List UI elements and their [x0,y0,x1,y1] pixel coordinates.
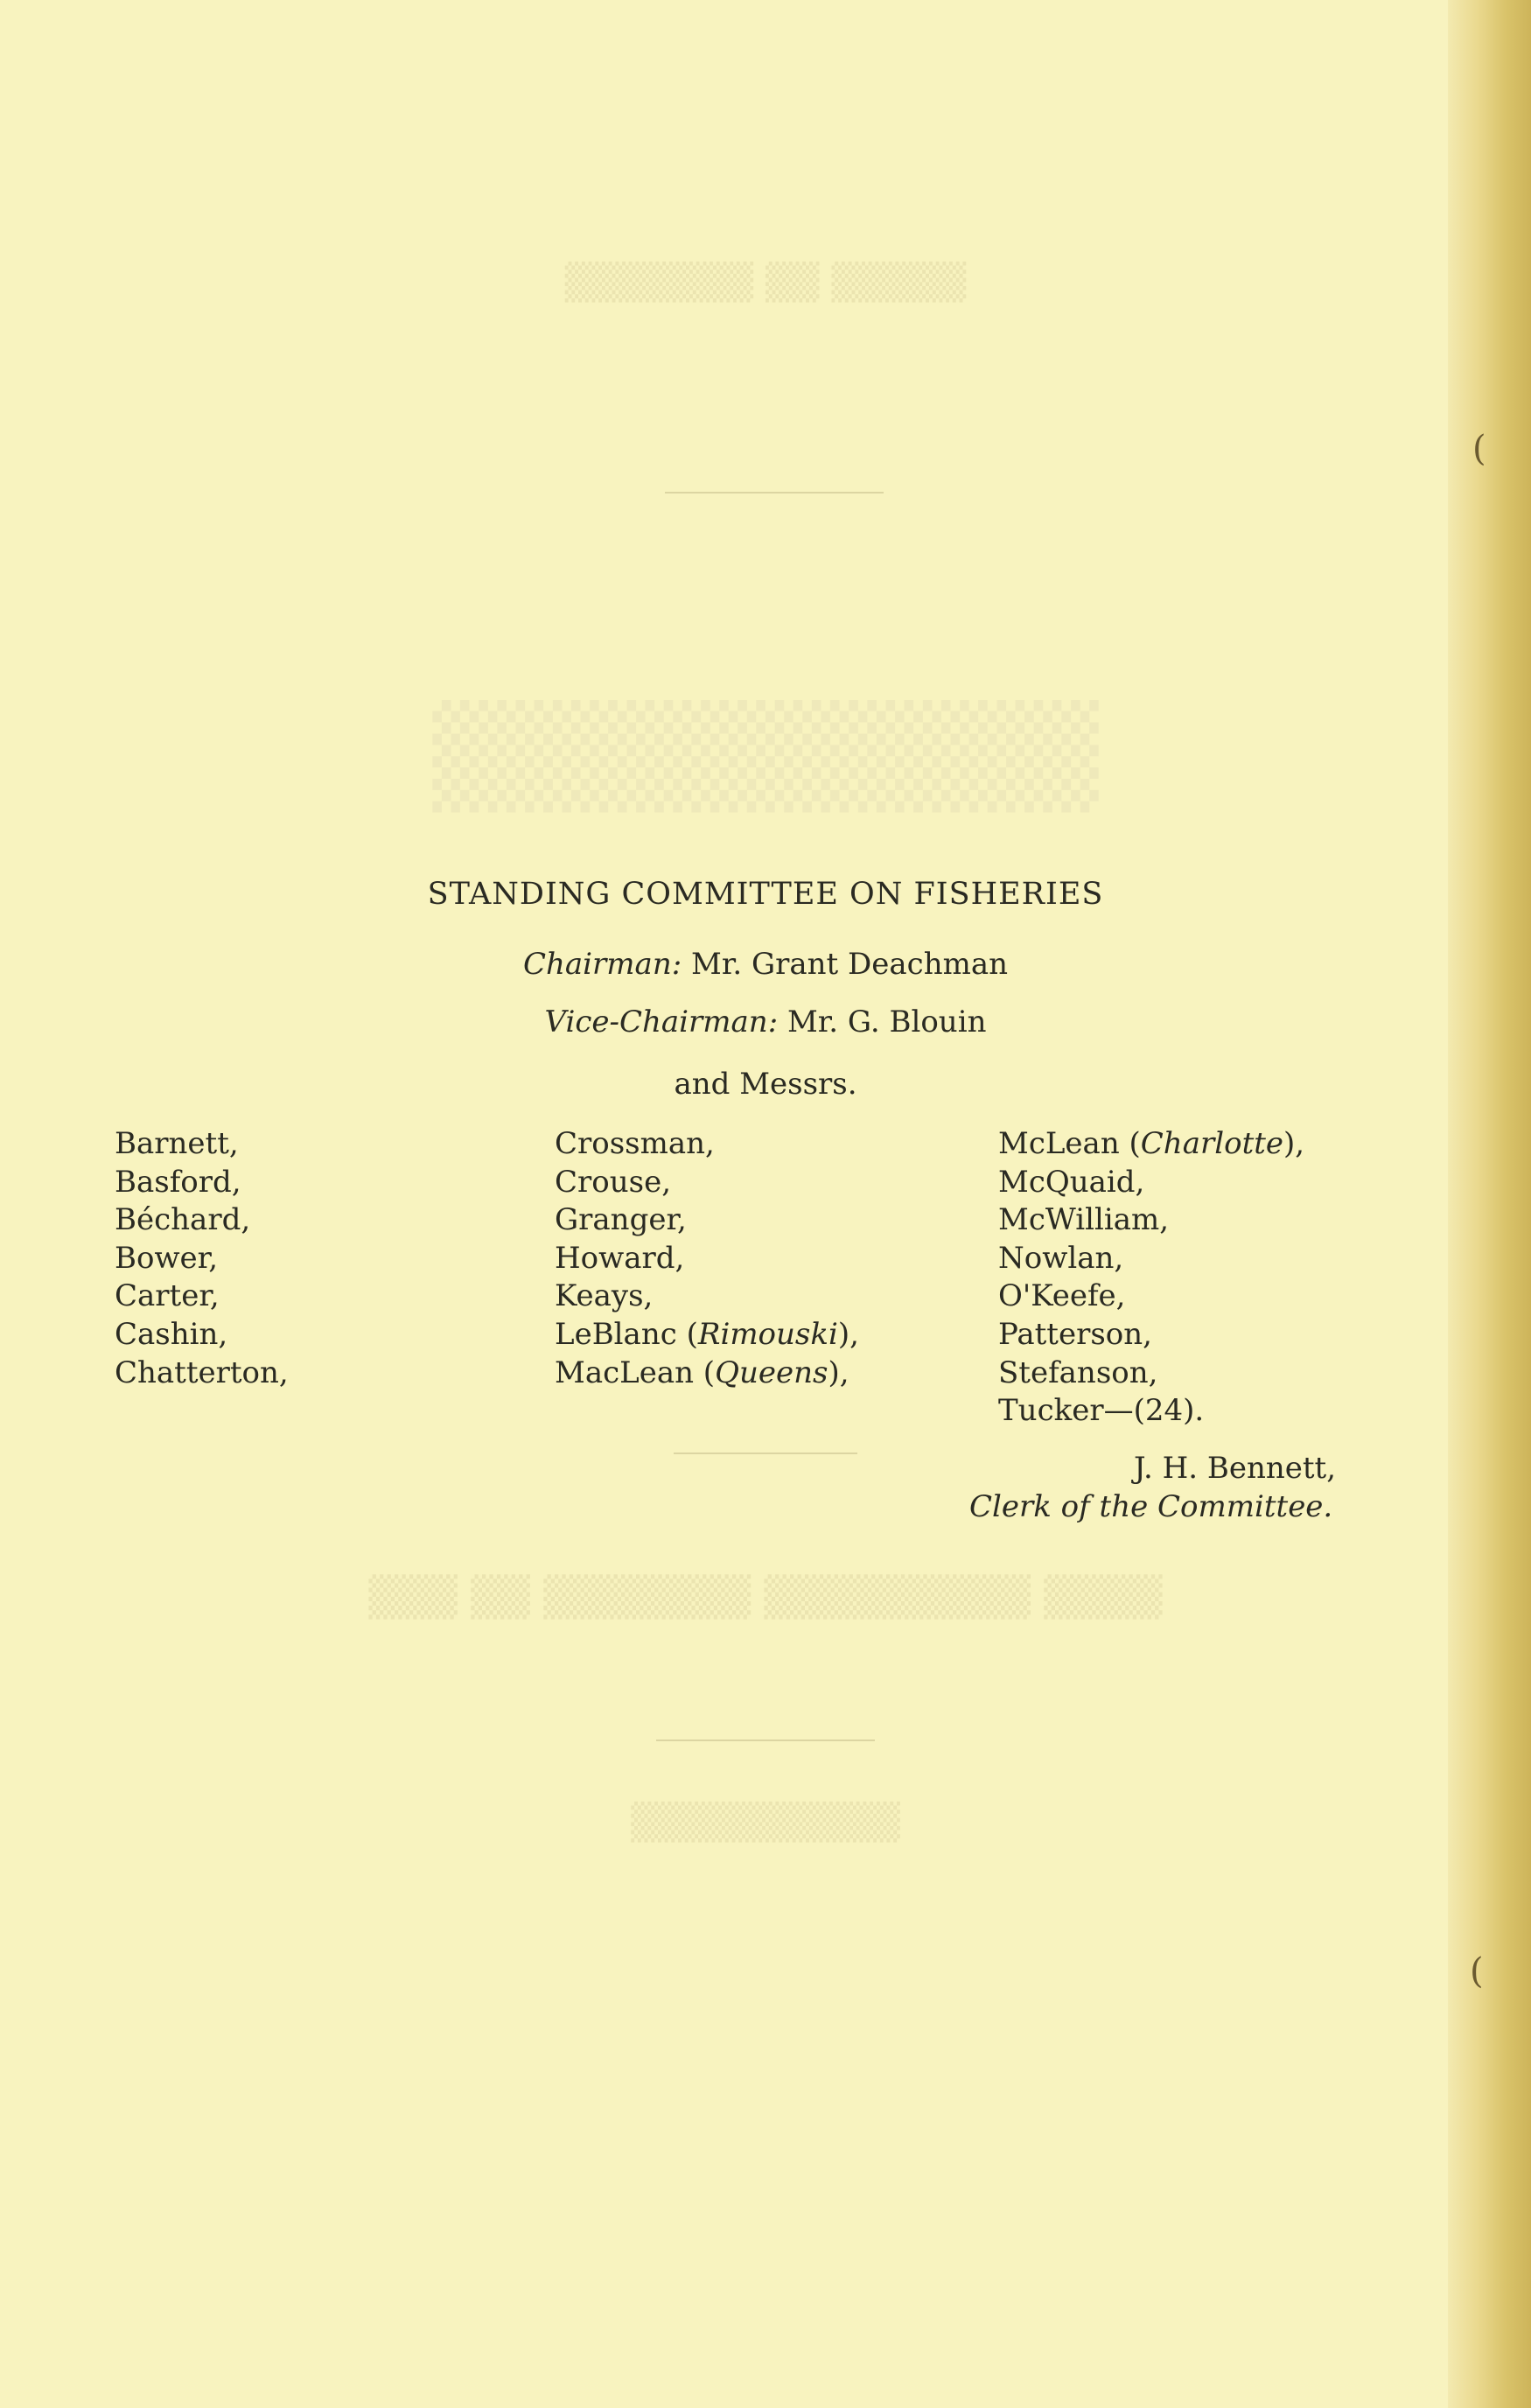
member-name: McWilliam, [998,1202,1170,1238]
vice-chairman-name: Mr. G. Blouin [786,1004,987,1040]
member-name: Granger, [555,1202,687,1238]
member-riding: Charlotte [1140,1126,1284,1161]
member-name: Tucker—(24). [998,1393,1205,1429]
member-name: Chatterton, [115,1354,289,1390]
member-name: McLean ( [998,1126,1141,1161]
show-through-fisheries: ▒▒▒▒▒▒▒▒▒ [432,700,1099,812]
chairman-label: Chairman: [523,947,682,982]
clerk-title: Clerk of the Committee. [969,1489,1333,1524]
member-name: Cashin, [115,1316,228,1352]
member-name-with-riding [555,1316,859,1354]
member-suffix: ), [837,1316,859,1352]
show-through-witnesses: ▒▒▒▒▒▒▒▒▒▒ [631,1802,900,1843]
member-name: Bower, [115,1240,219,1276]
member-name: Carter, [115,1278,220,1314]
member-suffix: ), [828,1354,849,1390]
chairman-line [0,947,1531,982]
faint-rule-mid [674,1452,857,1454]
member-name: MacLean ( [555,1354,716,1390]
show-through-estimates: ▒▒▒▒ ▒▒▒▒▒▒▒▒▒ ▒▒▒▒▒▒▒ ▒▒ ▒▒▒ [368,1575,1163,1620]
and-messrs: and Messrs. [674,1067,857,1102]
member-name: Béchard, [115,1202,251,1238]
member-name: Howard, [555,1240,685,1276]
members-column-1 [115,1125,289,1392]
committee-heading: STANDING COMMITTEE ON FISHERIES [427,877,1104,912]
member-name: LeBlanc ( [555,1316,698,1352]
faint-rule-top [665,492,884,494]
member-riding: Queens [715,1354,828,1390]
member-name: O'Keefe, [998,1278,1126,1314]
member-name: Nowlan, [998,1240,1124,1276]
members-column-2 [555,1125,859,1392]
vice-chairman-label: Vice-Chairman: [544,1004,779,1040]
member-name: Crouse, [555,1164,672,1200]
show-through-house: ▒▒▒▒▒ ▒▒ ▒▒▒▒▒▒▒ [564,262,967,303]
member-name: Basford, [115,1164,241,1200]
members-column-3 [998,1125,1304,1431]
clerk-name: J. H. Bennett, [1133,1451,1336,1486]
binding-mark-icon: ( [1470,1951,1484,1992]
page-edge-shadow [1448,0,1531,2408]
member-name: Stefanson, [998,1354,1158,1390]
member-name: Patterson, [998,1316,1152,1352]
faint-rule-low [656,1740,875,1741]
member-suffix: ), [1283,1126,1305,1161]
member-name: Crossman, [555,1126,715,1161]
vice-chairman-line [0,1004,1531,1040]
member-name: McQuaid, [998,1164,1145,1200]
member-name: Barnett, [115,1126,239,1161]
member-name-with-riding [555,1354,859,1393]
member-name-with-riding [998,1125,1304,1164]
member-name: Keays, [555,1278,654,1314]
chairman-name: Mr. Grant Deachman [691,947,1008,982]
member-riding: Rimouski [697,1316,838,1352]
binding-mark-icon: ( [1472,429,1486,469]
